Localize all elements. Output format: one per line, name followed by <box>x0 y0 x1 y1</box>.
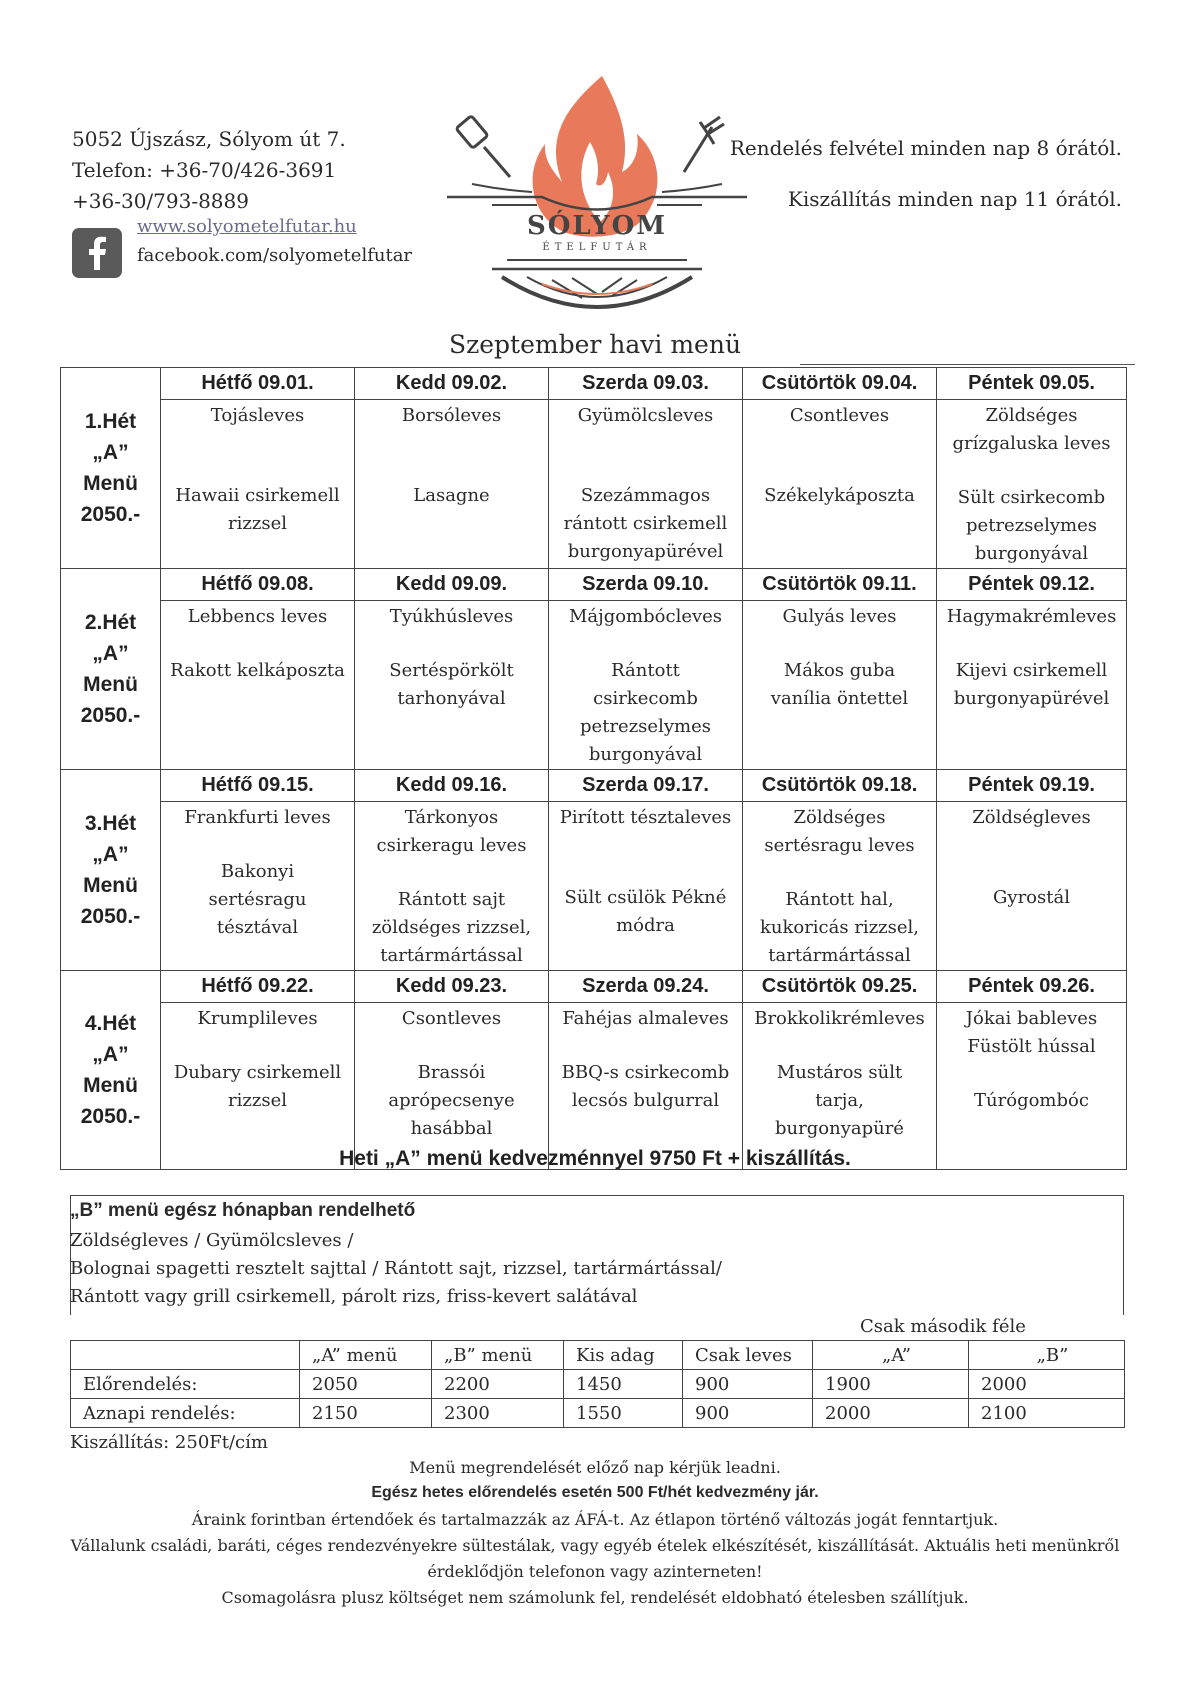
price-row <box>71 1399 1125 1428</box>
dish-line <box>937 832 1126 858</box>
day-header: Csütörtök 09.04. <box>743 368 937 400</box>
dish-line: tartármártással <box>768 945 911 966</box>
weekly-offer: Heti „A” menü kedvezménnyel 9750 Ft + kiszállítás. <box>339 1147 851 1170</box>
dish-line: Csontleves <box>789 405 890 426</box>
dish-line: Tárkonyos <box>404 807 499 828</box>
dish-line: Sült csirkecomb <box>957 487 1106 508</box>
week-label-line: 2050.- <box>80 503 141 526</box>
dish-line <box>549 456 742 482</box>
dish-line <box>355 430 548 456</box>
dish-line: Gulyás leves <box>782 606 897 627</box>
dish-line: petrezselymes <box>580 716 711 737</box>
price-cell: 900 <box>683 1399 813 1428</box>
price-header-cell: „B” <box>969 1341 1125 1370</box>
dish-line <box>161 430 354 456</box>
phone-secondary: +36-30/793-8889 <box>72 189 249 213</box>
price-cell: Aznapi rendelés: <box>71 1399 300 1428</box>
dish-cell <box>937 1003 1127 1170</box>
dish-cell <box>355 802 549 971</box>
dish-line: tartármártással <box>380 945 523 966</box>
dish-cell <box>161 400 355 569</box>
week-label-line: 2.Hét <box>84 611 137 634</box>
price-cell: 2050 <box>300 1370 432 1399</box>
dish-line <box>161 832 354 858</box>
price-cell: 1550 <box>564 1399 683 1428</box>
dish-line: Zöldségleves <box>972 807 1091 828</box>
dish-line: Csontleves <box>401 1008 502 1029</box>
day-header: Szerda 09.10. <box>549 569 743 601</box>
day-header: Szerda 09.17. <box>549 770 743 802</box>
day-header: Péntek 09.05. <box>937 368 1127 400</box>
dish-line <box>937 458 1126 484</box>
week-label-line: 2050.- <box>80 905 141 928</box>
dish-line: Hawaii csirkemell <box>175 485 340 506</box>
dish-line: Rántott hal, <box>785 889 894 910</box>
dish-cell <box>549 601 743 770</box>
dish-line: sertésragu <box>208 889 307 910</box>
footer-note-events: Vállalunk családi, baráti, céges rendezvényekre sültestálak, vagy egyéb ételek elkészítését, kiszállítását. Aktuális heti menünkről <box>70 1536 1120 1555</box>
dish-line <box>937 1061 1126 1087</box>
logo-name: SÓLYOM <box>526 211 668 241</box>
dish-line: Túrógombóc <box>974 1090 1089 1111</box>
price-header-cell: „A” <box>813 1341 969 1370</box>
website-link[interactable]: www.solyometelfutar.hu <box>137 216 357 237</box>
dish-line: Gyrostál <box>993 887 1070 908</box>
dish-line <box>355 860 548 886</box>
price-cell: 2300 <box>432 1399 564 1428</box>
day-header: Kedd 09.23. <box>355 971 549 1003</box>
day-header: Hétfő 09.08. <box>161 569 355 601</box>
day-header: Hétfő 09.01. <box>161 368 355 400</box>
week-label-line: 3.Hét <box>84 812 137 835</box>
dish-line: petrezselymes <box>966 515 1097 536</box>
menu-title: Szeptember havi menü <box>448 330 742 359</box>
dish-line: Brassói <box>417 1062 486 1083</box>
day-header: Csütörtök 09.11. <box>743 569 937 601</box>
dish-line: Krumplileves <box>197 1008 318 1029</box>
dish-cell <box>549 1003 743 1170</box>
dish-line: Zöldséges <box>985 405 1078 426</box>
day-header: Szerda 09.24. <box>549 971 743 1003</box>
week-dish-row <box>61 400 1127 569</box>
dish-line: rántott csirkemell <box>563 513 728 534</box>
dish-cell <box>743 601 937 770</box>
dish-line: Sült csülök Pékné <box>564 887 727 908</box>
dish-line: vanília öntettel <box>770 688 909 709</box>
dish-line: Sertéspörkölt <box>389 660 514 681</box>
week-label <box>61 368 161 569</box>
dish-line: Kijevi csirkemell <box>955 660 1108 681</box>
facebook-icon[interactable] <box>72 228 122 278</box>
second-course-header: Csak második féle <box>860 1316 1026 1337</box>
b-menu-line-mains: Bolognai spagetti resztelt sajttal / Rántott sajt, rizzsel, tartármártással/ <box>70 1258 722 1279</box>
dish-line <box>549 832 742 858</box>
week-day-row <box>61 569 1127 601</box>
dish-line: Lebbencs leves <box>187 606 328 627</box>
dish-line <box>743 1033 936 1059</box>
dish-line: Tojásleves <box>210 405 305 426</box>
week-label-line: Menü <box>83 673 138 696</box>
week-day-row <box>61 368 1127 400</box>
dish-cell <box>161 802 355 971</box>
week-label-line: Menü <box>83 874 138 897</box>
title-divider <box>800 364 1135 365</box>
week-dish-row <box>61 802 1127 971</box>
week-label <box>61 569 161 770</box>
delivery-hours: Kiszállítás minden nap 11 órától. <box>787 187 1122 211</box>
price-cell: 1450 <box>564 1370 683 1399</box>
week-label-line: Menü <box>83 1074 138 1097</box>
footer-note-discount: Egész hetes előrendelés esetén 500 Ft/hét kedvezmény jár. <box>371 1484 819 1501</box>
dish-line: csirkecomb <box>593 688 698 709</box>
dish-line: Brokkolikrémleves <box>754 1008 925 1029</box>
dish-line <box>161 456 354 482</box>
price-header-cell <box>71 1341 300 1370</box>
dish-line: burgonyapürével <box>567 541 724 562</box>
price-cell: 1900 <box>813 1370 969 1399</box>
shipping-fee: Kiszállítás: 250Ft/cím <box>70 1432 268 1453</box>
price-header-row <box>71 1341 1125 1370</box>
dish-line: burgonyával <box>588 744 703 765</box>
dish-line: Gyümölcsleves <box>577 405 714 426</box>
b-menu-title: „B” menü egész hónapban rendelhető <box>70 1200 416 1221</box>
weekly-menu-table <box>60 367 1127 1170</box>
dish-cell <box>937 601 1127 770</box>
dish-line: Hagymakrémleves <box>946 606 1117 627</box>
price-row <box>71 1370 1125 1399</box>
dish-line: tarja, <box>815 1090 864 1111</box>
footer-note-prices: Áraink forintban értendőek és tartalmazzák az ÁFÁ-t. Az étlapon történő változás jogát fenntartjuk. <box>191 1510 999 1529</box>
dish-line: Lasagne <box>413 485 490 506</box>
dish-cell <box>355 1003 549 1170</box>
dish-cell <box>549 802 743 971</box>
week-dish-row <box>61 601 1127 770</box>
dish-line: Pirított tésztaleves <box>559 807 732 828</box>
day-header: Szerda 09.03. <box>549 368 743 400</box>
dish-line: tarhonyával <box>397 688 506 709</box>
dish-cell <box>161 1003 355 1170</box>
week-label-line: „A” <box>92 441 129 464</box>
dish-line: Rántott <box>611 660 680 681</box>
day-header: Hétfő 09.15. <box>161 770 355 802</box>
week-label <box>61 770 161 971</box>
week-dish-row <box>61 1003 1127 1170</box>
dish-line: Jókai bableves <box>965 1008 1098 1029</box>
price-table <box>70 1340 1125 1428</box>
dish-cell <box>937 400 1127 569</box>
price-cell: 2100 <box>969 1399 1125 1428</box>
week-day-row <box>61 770 1127 802</box>
dish-line: zöldséges rizzsel, <box>371 917 532 938</box>
phone-primary: Telefon: +36-70/426-3691 <box>72 158 337 182</box>
week-label-line: 4.Hét <box>84 1012 137 1035</box>
footer-note-contact: érdeklődjön telefonon vagy azinterneten! <box>427 1562 763 1581</box>
dish-line <box>161 1033 354 1059</box>
dish-line: Zöldséges <box>793 807 886 828</box>
dish-line <box>743 456 936 482</box>
dish-line: kukoricás rizzsel, <box>759 917 920 938</box>
dish-line <box>549 631 742 657</box>
week-label-line: Menü <box>83 472 138 495</box>
dish-line: rizzsel <box>228 1090 287 1111</box>
dish-line: tésztával <box>216 917 299 938</box>
dish-line: Rántott sajt <box>397 889 506 910</box>
dish-line: Fahéjas almaleves <box>562 1008 729 1029</box>
week-label-line: 2050.- <box>80 1105 141 1128</box>
dish-cell <box>355 601 549 770</box>
dish-line: Frankfurti leves <box>184 807 331 828</box>
dish-line: Mustáros sült <box>776 1062 903 1083</box>
price-header-cell: Kis adag <box>564 1341 683 1370</box>
dish-line: rizzsel <box>228 513 287 534</box>
dish-line: Rakott kelkáposzta <box>170 660 345 681</box>
facebook-link[interactable]: facebook.com/solyometelfutar <box>137 245 413 266</box>
week-label-line: „A” <box>92 1043 129 1066</box>
week-label-line: 1.Hét <box>84 410 137 433</box>
dish-line: grízgaluska leves <box>952 433 1111 454</box>
dish-line: Dubary csirkemell <box>173 1062 342 1083</box>
price-cell: 2200 <box>432 1370 564 1399</box>
b-menu-line-chicken: Rántott vagy grill csirkemell, párolt rizs, friss-kevert salátával <box>70 1286 638 1307</box>
order-hours: Rendelés felvétel minden nap 8 órától. <box>729 136 1122 160</box>
day-header: Péntek 09.12. <box>937 569 1127 601</box>
logo-subtitle: ÉTELFUTÁR <box>542 242 652 253</box>
dish-cell <box>161 601 355 770</box>
dish-line <box>161 631 354 657</box>
week-label-line: „A” <box>92 843 129 866</box>
dish-line: aprópecsenye <box>388 1090 515 1111</box>
dish-line: csirkeragu leves <box>376 835 527 856</box>
week-day-row <box>61 971 1127 1003</box>
week-label-line: „A” <box>92 642 129 665</box>
dish-cell <box>549 400 743 569</box>
price-cell: Előrendelés: <box>71 1370 300 1399</box>
dish-line: Szezámmagos <box>580 485 711 506</box>
price-cell: 2000 <box>969 1370 1125 1399</box>
dish-line <box>743 631 936 657</box>
price-header-cell: „A” menü <box>300 1341 432 1370</box>
day-header: Kedd 09.09. <box>355 569 549 601</box>
day-header: Kedd 09.16. <box>355 770 549 802</box>
dish-line: burgonyával <box>974 543 1089 564</box>
dish-line <box>743 860 936 886</box>
dish-line: Székelykáposzta <box>764 485 915 506</box>
price-header-cell: Csak leves <box>683 1341 813 1370</box>
price-cell: 900 <box>683 1370 813 1399</box>
dish-line: Füstölt hússal <box>967 1036 1096 1057</box>
dish-cell <box>743 802 937 971</box>
dish-line: lecsós bulgurral <box>571 1090 720 1111</box>
dish-line: Bakonyi <box>220 861 295 882</box>
dish-line: Tyúkhúsleves <box>389 606 514 627</box>
day-header: Péntek 09.19. <box>937 770 1127 802</box>
dish-line <box>355 631 548 657</box>
day-header: Hétfő 09.22. <box>161 971 355 1003</box>
dish-line: sertésragu leves <box>764 835 915 856</box>
day-header: Kedd 09.02. <box>355 368 549 400</box>
day-header: Csütörtök 09.25. <box>743 971 937 1003</box>
dish-line: módra <box>616 915 675 936</box>
dish-line <box>743 430 936 456</box>
dish-line: BBQ-s csirkecomb <box>561 1062 730 1083</box>
contact-block <box>72 124 346 217</box>
dish-line <box>549 1033 742 1059</box>
dish-line <box>355 456 548 482</box>
dish-line: hasábbal <box>410 1118 493 1139</box>
dish-line: Borsóleves <box>401 405 502 426</box>
day-header: Csütörtök 09.18. <box>743 770 937 802</box>
dish-line: Májgombócleves <box>568 606 723 627</box>
footer-note-packaging: Csomagolásra plusz költséget nem számolunk fel, rendelését eldobható ételesben szállítjuk. <box>221 1588 969 1607</box>
day-header: Péntek 09.26. <box>937 971 1127 1003</box>
dish-line: Mákos guba <box>783 660 896 681</box>
dish-cell <box>743 1003 937 1170</box>
dish-line <box>355 1033 548 1059</box>
dish-line: burgonyapüré <box>775 1118 904 1139</box>
dish-line <box>937 631 1126 657</box>
order-info <box>730 123 1122 225</box>
dish-line: burgonyapürével <box>953 688 1110 709</box>
logo <box>432 72 762 327</box>
footer-note-1: Menü megrendelését előző nap kérjük leadni. <box>409 1458 781 1477</box>
price-header-cell: „B” menü <box>432 1341 564 1370</box>
b-menu-line-soups: Zöldségleves / Gyümölcsleves / <box>70 1230 354 1251</box>
week-label-line: 2050.- <box>80 704 141 727</box>
price-cell: 2000 <box>813 1399 969 1428</box>
price-cell: 2150 <box>300 1399 432 1428</box>
dish-cell <box>743 400 937 569</box>
dish-line <box>549 858 742 884</box>
dish-cell <box>937 802 1127 971</box>
dish-line <box>549 430 742 456</box>
dish-cell <box>355 400 549 569</box>
week-label <box>61 971 161 1170</box>
dish-line <box>937 858 1126 884</box>
address: 5052 Újszász, Sólyom út 7. <box>72 127 346 151</box>
